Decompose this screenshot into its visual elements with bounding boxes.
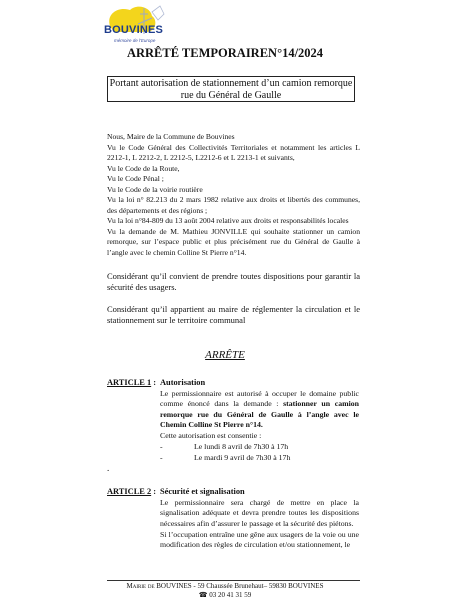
date-text: Le mardi 9 avril de 7h30 à 17h: [194, 452, 291, 462]
footer-mairie: Mairie de BOUVINES: [126, 582, 192, 590]
logo-name: BOUVINES: [104, 24, 164, 36]
article-2-label: [107, 487, 156, 496]
article-1-body-text: Le permissionnaire est autorisé à occuper le domaine public comme énoncé dans la demande :: [160, 389, 359, 409]
article-1-body: [160, 389, 359, 431]
article-1-label: [107, 378, 156, 387]
visa-line: Vu le Code Général des Collectivités Territoriales et notamment les articles L 2212-1, L 2212-2, L 2212-5, L2212-6 et L 2213-1 et suivants,: [107, 142, 360, 162]
article-2-separator: :: [151, 487, 157, 496]
visa-line: Nous, Maire de la Commune de Bouvines: [107, 132, 235, 141]
arrete-heading: ARRÊTE: [205, 349, 245, 361]
subject-line-1: Portant autorisation de stationnement d’un camion remorque: [109, 78, 353, 89]
article-2-body-1: Le permissionnaire sera chargé de mettre en place la signalisation adéquate et devra prendre toutes les dispositions nécessaires afin d’assurer le passage et la sécurité des piétons.: [160, 498, 359, 528]
date-row: [160, 442, 290, 453]
footer-divider: [107, 580, 360, 581]
visa-line: Vu le Code de la Route,: [107, 163, 180, 173]
article-1-separator: :: [151, 378, 157, 387]
footer-address-rest: - 59 Chaussée Brunehaut– 59830 BOUVINES: [191, 582, 324, 590]
footer-phone: ☎ 03 20 41 31 59: [198, 590, 252, 599]
visa-line: Vu la loi n° 82.213 du 2 mars 1982 relative aux droits et libertés des communes, des départements et des régions ;: [107, 195, 360, 215]
date-row: [160, 453, 290, 464]
visa-line: Vu le Code de la voirie routière: [107, 184, 203, 194]
article-1-number: ARTICLE 1: [107, 378, 152, 387]
considerant-security: Considérant qu’il convient de prendre toutes dispositions pour garantir la sécurité des usagers.: [107, 271, 360, 292]
considerant-regulation: Considérant qu’il appartient au maire de réglementer la circulation et le stationnement sur le territoire communal: [107, 304, 360, 325]
date-text: Le lundi 8 avril de 7h30 à 17h: [194, 442, 289, 451]
article-1-body-emphasis: stationner un camion remorque rue du Général de Gaulle à l’angle avec le Chemin Colline St Pierre n°14.: [160, 399, 359, 430]
date-dash: -: [160, 452, 163, 462]
date-dash: -: [160, 442, 163, 451]
visa-line: Vu la loi n°84-809 du 13 août 2004 relative aux droits et responsabilités locales: [107, 216, 349, 225]
subject-box: [107, 76, 355, 102]
visa-line: Vu le Code Pénal ;: [107, 174, 164, 183]
article-1-consent: Cette autorisation est consentie :: [160, 431, 262, 440]
article-2-number: ARTICLE 2: [107, 487, 152, 496]
article-1-title: Autorisation: [160, 378, 206, 387]
stray-dot: .: [107, 463, 110, 473]
logo-tagline: mémoire de l'Europe: [114, 38, 156, 43]
document-title: ARRÊTÉ TEMPORAIREN°14/2024: [126, 46, 324, 60]
commune-logo: [100, 4, 180, 50]
footer-address: [0, 582, 450, 591]
visa-line: Vu la demande de M. Mathieu JONVILLE qui souhaite stationner un camion remorque, sur l’espace public et plus précisément rue du Général de Gaulle à l’angle avec le chemin Colline St Pierre n°14.: [107, 226, 360, 257]
visas-block: [107, 132, 360, 258]
subject-line-2: rue du Général de Gaulle: [180, 90, 282, 101]
article-2-title: Sécurité et signalisation: [160, 487, 245, 496]
article-1-dates: [160, 442, 290, 463]
article-2-body-2: Si l’occupation entraîne une gêne aux usagers de la voie ou une modification des règles de circulation et/ou stationnement, le: [160, 530, 359, 550]
footer: [0, 582, 450, 599]
